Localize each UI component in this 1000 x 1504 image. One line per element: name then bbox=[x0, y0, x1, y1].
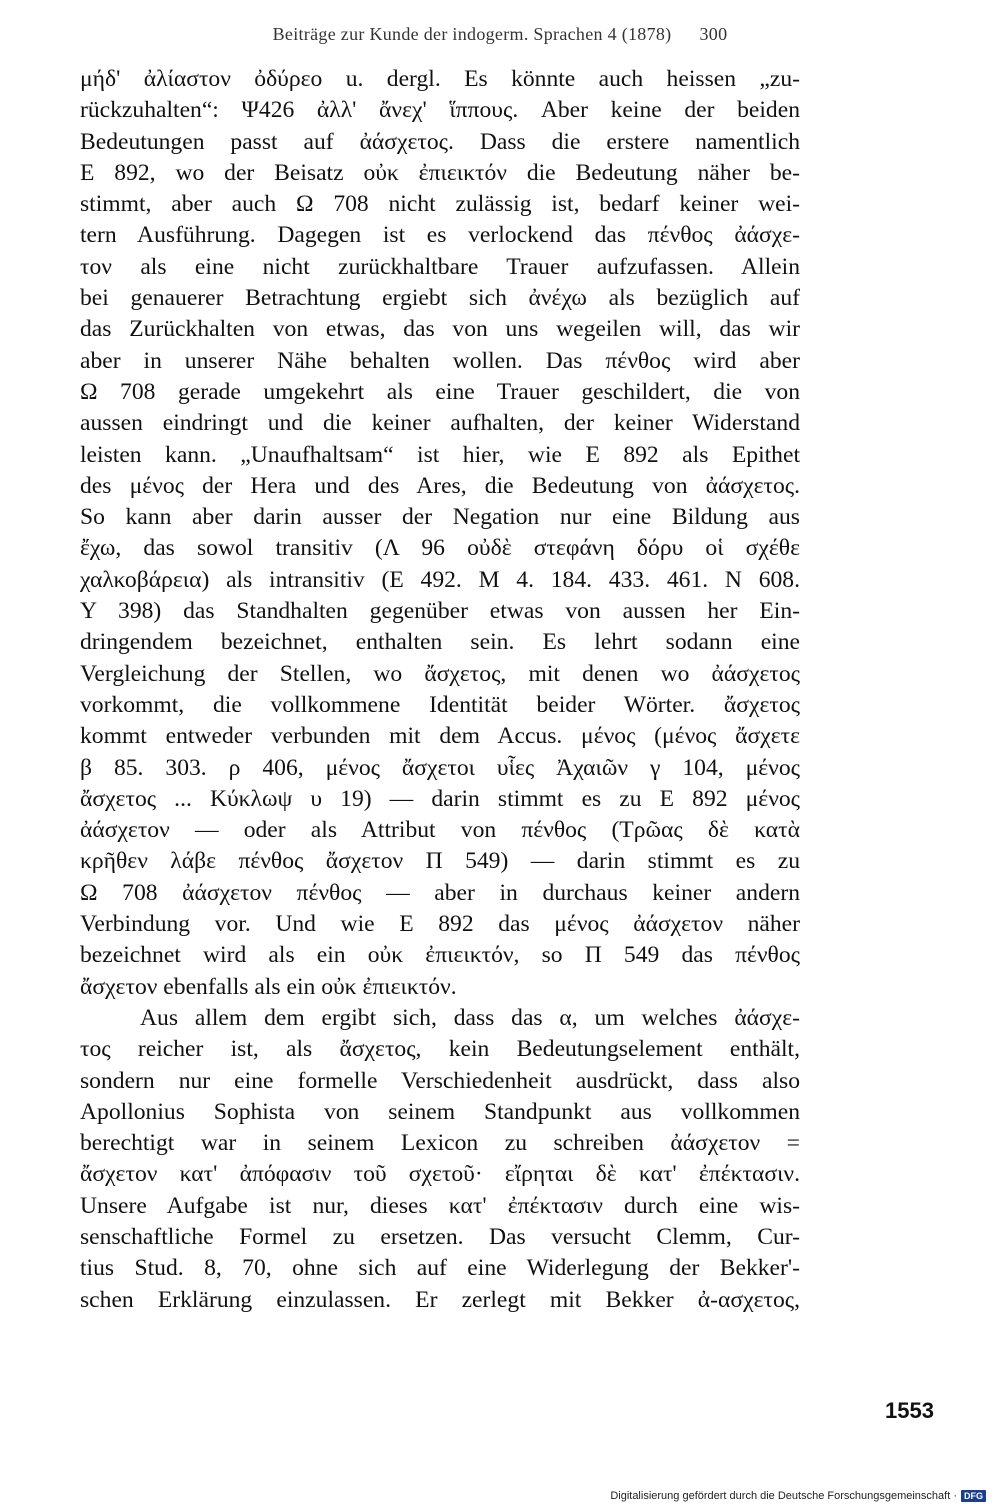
journal-title: Beiträge zur Kunde der indogerm. Sprachen 4 (1878) bbox=[272, 24, 672, 44]
text-line: ἄσχετον ebenfalls als ein οὐκ ἐπιεικτόν. bbox=[80, 973, 457, 1000]
text-line: ἄσχετον κατ' ἀπόφασιν τοῦ σχετοῦ· εἴρηται δὲ κατ' ἐπέκτασιν. bbox=[80, 1161, 800, 1188]
text-line: bezeichnet wird als ein οὐκ ἐπιεικτόν, so Π 549 das πένθος bbox=[80, 942, 800, 969]
text-line: sondern nur eine formelle Verschiedenheit ausdrückt, dass also bbox=[80, 1067, 800, 1094]
text-line: des μένος der Hera und des Ares, die Bedeutung von ἀάσχετος. bbox=[80, 472, 800, 499]
text-line: aber in unserer Nähe behalten wollen. Das πένθος wird aber bbox=[80, 347, 800, 374]
text-line: senschaftliche Formel zu ersetzen. Das versucht Clemm, Cur- bbox=[80, 1223, 800, 1250]
text-line: E 892, wo der Beisatz οὐκ ἐπιεικτόν die Bedeutung näher be- bbox=[80, 159, 800, 186]
text-line: χαλκοβάρεια) als intransitiv (E 492. M 4. 184. 433. 461. N 608. bbox=[80, 566, 800, 593]
dfg-logo-icon: DFG bbox=[961, 1490, 986, 1502]
text-line: dringendem bezeichnet, enthalten sein. Es lehrt sodann eine bbox=[80, 629, 800, 656]
text-line: κρῆθεν λάβε πένθος ἄσχετον Π 549) — darin stimmt es zu bbox=[80, 848, 800, 875]
text-line: Apollonius Sophista von seinem Standpunkt aus vollkommen bbox=[80, 1098, 800, 1125]
text-line: bei genauerer Betrachtung ergiebt sich ἀνέχω als bezüglich auf bbox=[80, 285, 800, 312]
text-line: Ω 708 ἀάσχετον πένθος — aber in durchaus keiner andern bbox=[80, 879, 800, 906]
text-line: kommt entweder verbunden mit dem Accus. μένος (μένος ἄσχετε bbox=[80, 723, 800, 750]
text-line: Verbindung vor. Und wie E 892 das μένος ἀάσχετον näher bbox=[80, 911, 800, 938]
text-line: vorkommt, die vollkommene Identität beider Wörter. ἄσχετος bbox=[80, 691, 800, 718]
text-line: das Zurückhalten von etwas, das von uns wegeilen will, das wir bbox=[80, 316, 800, 343]
text-line: stimmt, aber auch Ω 708 nicht zulässig ist, bedarf keiner wei- bbox=[80, 191, 800, 218]
text-line: tern Ausführung. Dagegen ist es verlockend das πένθος ἀάσχε- bbox=[80, 222, 800, 249]
text-line: aussen eindringt und die keiner aufhalten, der keiner Widerstand bbox=[80, 410, 800, 437]
text-line: ἀάσχετον — oder als Attribut von πένθος (Τρῶας δὲ κατὰ bbox=[80, 817, 800, 844]
footer-credit: Digitalisierung gefördert durch die Deutsche Forschungsgemeinschaft · bbox=[610, 1490, 957, 1502]
text-line: leisten kann. „Unaufhaltsam“ ist hier, wie E 892 als Epithet bbox=[80, 441, 800, 468]
text-line: Vergleichung der Stellen, wo ἄσχετος, mit denen wo ἀάσχετος bbox=[80, 660, 800, 687]
text-line: tius Stud. 8, 70, ohne sich auf eine Widerlegung der Bekker'- bbox=[80, 1255, 800, 1282]
text-line: ἔχω, das sowol transitiv (Λ 96 οὐδὲ στεφάνη δόρυ οἱ σχέθε bbox=[80, 535, 800, 562]
text-line: Aus allem dem ergibt sich, dass das α, um welches ἀάσχε- bbox=[140, 1004, 800, 1031]
scan-number: 1553 bbox=[885, 1398, 934, 1423]
text-line: ἄσχετος ... Κύκλωψ υ 19) — darin stimmt es zu E 892 μένος bbox=[80, 785, 800, 812]
text-line: berechtigt war in seinem Lexicon zu schreiben ἀάσχετον = bbox=[80, 1130, 800, 1157]
text-line: rückzuhalten“: Ψ426 ἀλλ' ἄνεχ' ἵππους. Aber keine der beiden bbox=[80, 97, 800, 124]
text-line: Unsere Aufgabe ist nur, dieses κατ' ἐπέκτασιν durch eine wis- bbox=[80, 1192, 800, 1219]
text-line: μήδ' ἀλίαστον ὀδύρεο u. dergl. Es könnte auch heissen „zu- bbox=[80, 66, 800, 92]
text-line: Y 398) das Standhalten gegenüber etwas von aussen her Ein- bbox=[80, 598, 800, 625]
text-line: Bedeutungen passt auf ἀάσχετος. Dass die erstere namentlich bbox=[80, 128, 800, 155]
text-line: schen Erklärung einzulassen. Er zerlegt mit Bekker ἀ-ασχετος, bbox=[80, 1286, 800, 1313]
text-line: τον als eine nicht zurückhaltbare Trauer aufzufassen. Allein bbox=[80, 253, 800, 280]
text-line: τος reicher ist, als ἄσχετος, kein Bedeutungselement enthält, bbox=[80, 1036, 800, 1063]
text-line: Ω 708 gerade umgekehrt als eine Trauer geschildert, die von bbox=[80, 378, 800, 405]
running-head bbox=[0, 24, 1000, 45]
body-text bbox=[80, 64, 800, 1316]
text-line: So kann aber darin ausser der Negation nur eine Bildung aus bbox=[80, 504, 800, 531]
page-number: 300 bbox=[699, 24, 728, 44]
text-line: β 85. 303. ρ 406, μένος ἄσχετοι υἷες Ἀχαιῶν γ 104, μένος bbox=[80, 754, 800, 781]
footer bbox=[610, 1490, 986, 1502]
